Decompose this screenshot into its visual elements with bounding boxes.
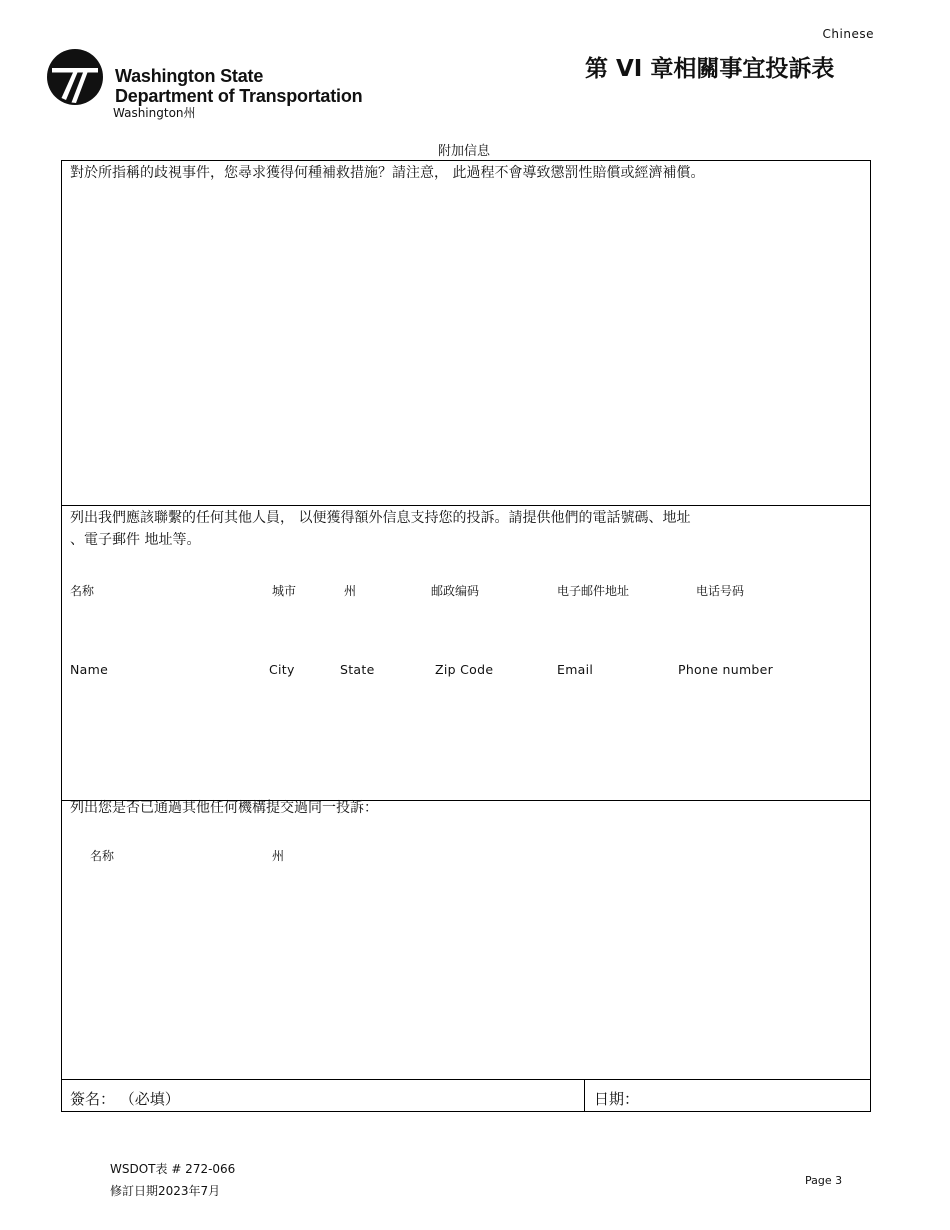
col-city-zh: 城市 [272, 584, 297, 598]
col-zip-en: Zip Code [435, 662, 494, 677]
col-city-en: City [269, 662, 295, 677]
date-field[interactable] [645, 1082, 867, 1110]
page-number: Page 3 [805, 1174, 843, 1187]
contacts-question-line1: 列出我們應該聯繫的任何其他人員， 以便獲得額外信息支持您的投訴。請提供他們的電話號碼、地址 [70, 510, 691, 526]
divider-remedy [61, 505, 871, 506]
form-number: WSDOT表 # 272-066 [110, 1162, 236, 1176]
col-name-zh: 名称 [70, 584, 95, 598]
org-name-line3: Washington州 [113, 106, 196, 120]
col-name-en: Name [70, 662, 109, 677]
signature-label: 簽名： （必填） [70, 1090, 180, 1108]
date-label: 日期： [594, 1090, 640, 1108]
col-email-zh: 电子邮件地址 [557, 584, 630, 598]
col-zip-zh: 邮政编码 [431, 584, 480, 598]
col-state-zh: 州 [344, 584, 357, 598]
col-phone-en: Phone number [678, 662, 774, 677]
agencies-answer-area[interactable] [66, 870, 866, 1075]
agencies-question: 列出您是否已通過其他任何機構提交過同一投訴： [70, 800, 378, 816]
revision-date: 修訂日期2023年7月 [110, 1184, 221, 1198]
wsdot-logo-icon [46, 48, 104, 106]
agency-col-state: 州 [272, 849, 285, 863]
divider-agencies [61, 1079, 871, 1080]
language-label: Chinese [822, 27, 874, 41]
org-name-line1: Washington State [115, 66, 264, 86]
remedy-question: 對於所指稱的歧視事件，您尋求獲得何種補救措施？請注意， 此過程不會導致懲罰性賠償或經濟補償。 [70, 165, 705, 181]
agency-col-name: 名称 [90, 849, 115, 863]
form-title: 第 VI 章相關事宜投訴表 [585, 56, 835, 82]
col-email-en: Email [557, 662, 594, 677]
org-name-line2: Department of Transportation [115, 86, 363, 106]
section-title: 附加信息 [438, 144, 491, 159]
col-state-en: State [340, 662, 375, 677]
contacts-question-line2: 、電子郵件 地址等。 [70, 532, 201, 548]
signature-field[interactable] [200, 1082, 580, 1110]
col-phone-zh: 电话号码 [696, 584, 745, 598]
contacts-answer-area[interactable] [66, 685, 866, 795]
remedy-answer-area[interactable] [66, 188, 866, 500]
divider-signature [584, 1079, 585, 1112]
